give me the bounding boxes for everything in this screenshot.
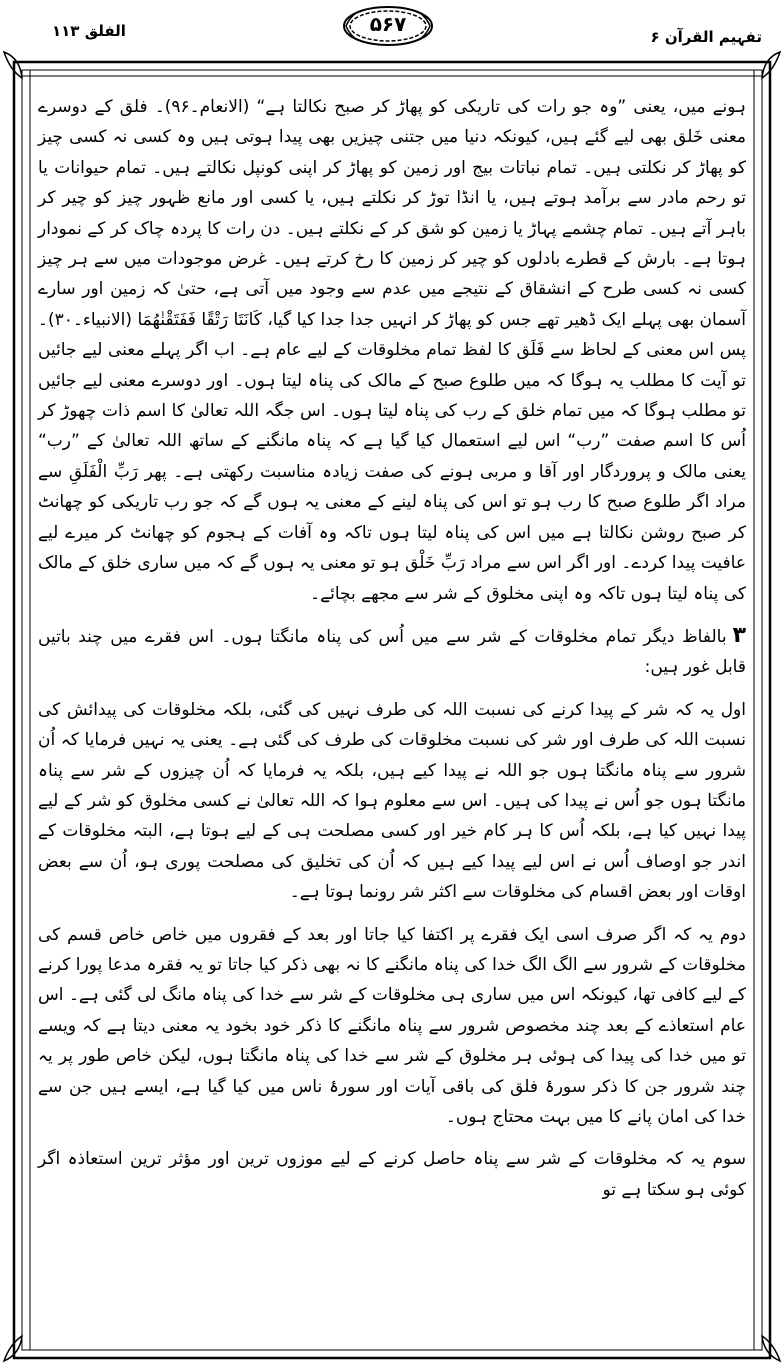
- paragraph: اول یہ کہ شر کے پیدا کرنے کی نسبت اللہ کی طرف نہیں کی گئی، بلکہ مخلوقات کی پیدائش کی نسبت اللہ کی طرف اور شر کی نسبت مخلوقات کی طرف کی گئی ہے۔ یعنی یہ نہیں فرمایا کہ اُن شرور سے پناہ مانگتا ہوں جو اللہ نے پیدا کیے ہیں، بلکہ یہ فرمایا کہ اُن چیزوں کے شر سے پناہ مانگتا ہوں جو اُس نے پیدا کی ہیں۔ اس سے معلوم ہوا کہ اللہ تعالیٰ نے کسی مخلوق کو شر کے لیے پیدا نہیں کیا ہے، بلکہ اُس کا ہر کام خیر اور کسی مصلحت ہی کے لیے ہوتا ہے، البتہ مخلوقات کے اندر جو اوصاف اُس نے اس لیے پیدا کیے ہیں کہ اُن کی تخلیق کی مصلحت پوری ہو، اُن سے بعض اوقات اور بعض اقسام کی مخلوقات سے اکثر شر رونما ہوتا ہے۔: [38, 699, 746, 903]
- paragraph: دوم یہ کہ اگر صرف اسی ایک فقرے پر اکتفا کیا جاتا اور بعد کے فقروں میں خاص خاص قسم کی مخلوقات کے شرور سے الگ الگ خدا کی پناہ مانگنے کا نہ بھی ذکر کیا جاتا تو یہ فقرہ مدعا پورا کرنے کے لیے کافی تھا، کیونکہ اس میں ساری ہی مخلوقات کے شر سے خدا کی پناہ مانگ لی گئی ہے۔ اس عام استعاذے کے بعد چند مخصوص شرور سے پناہ مانگنے کا ذکر خود بخود یہ معنی دیتا ہے کہ ویسے تو میں خدا کی پیدا کی ہوئی ہر مخلوق کے شر سے خدا کی پناہ مانگتا ہوں، لیکن خاص طور پر یہ چند شرور جن کا ذکر سورۂ فلق کی باقی آیات اور سورۂ ناس میں کیا گیا ہے، ایسے ہیں جن سے خدا کی امان پانے کا میں بہت محتاج ہوں۔: [38, 924, 746, 1127]
- paragraph-text: بالفاظ دیگر تمام مخلوقات کے شر سے میں اُس کی پناہ مانگتا ہوں۔ اس فقرے میں چند باتیں قابل غور ہیں:: [38, 626, 746, 678]
- page-number-badge: [340, 4, 436, 48]
- note-paragraph: [38, 621, 746, 683]
- book-title: تفہیم القرآن ۶: [650, 28, 762, 46]
- paragraph: ہونے میں، یعنی ”وہ جو رات کی تاریکی کو پھاڑ کر صبح نکالتا ہے“ (الانعام۔۹۶)۔ فلق کے دوسرے معنی خَلق بھی لیے گئے ہیں، کیونکہ دنیا میں جتنی چیزیں بھی پیدا ہوتی ہیں وہ کسی نہ کسی چیز کو پھاڑ کر نکلتی ہیں۔ تمام نباتات بیج اور زمین کو پھاڑ کر اپنی کونپل نکالتے ہیں۔ تمام حیوانات یا تو رحم مادر سے برآمد ہوتے ہیں، یا انڈا توڑ کر نکلتے ہیں، یا کسی اور مانع ظہور چیز کو چیر کر باہر آتے ہیں۔ تمام چشمے پہاڑ یا زمین کو شق کر کے نکلتے ہیں۔ دن رات کا پردہ چاک کر کے نمودار ہوتا ہے۔ بارش کے قطرے بادلوں کو چیر کر زمین کا رخ کرتے ہیں۔ غرض موجودات میں سے ہر چیز کسی نہ کسی طرح کے انشقاق کے نتیجے میں عدم سے وجود میں آتی ہے، حتیٰ کہ زمین اور سارے آسمان بھی پہلے ایک ڈھیر تھے جس کو پھاڑ کر انہیں جدا جدا کیا گیا، كَانَتَا رَتْقًا فَفَتَقْنٰهُمَا (الانبیاء۔۳۰)۔ پس اس معنی کے لحاظ سے فَلَق کا لفظ تمام مخلوقات کے لیے عام ہے۔ اب اگر پہلے معنی لیے جائیں تو آیت کا مطلب یہ ہوگا کہ میں طلوع صبح کے مالک کی پناہ لیتا ہوں۔ اور دوسرے معنی لیے جائیں تو مطلب ہوگا کہ میں تمام خلق کے رب کی پناہ لیتا ہوں۔ اس جگہ اللہ تعالیٰ کا اسم ذات چھوڑ کر اُس کا اسم صفت ”رب“ اس لیے استعمال کیا گیا ہے کہ پناہ مانگنے کے ساتھ اللہ تعالیٰ کے ”رب“ یعنی مالک و پروردگار اور آقا و مربی ہونے کی صفت زیادہ مناسبت رکھتی ہے۔ پھر رَبِّ الْفَلَقِ سے مراد اگر طلوع صبح کا رب ہو تو اس کی پناہ لینے کے معنی یہ ہوں گے کہ جو رب تاریکی کو چھانٹ کر صبح روشن نکالتا ہے میں اس کی پناہ لیتا ہوں تاکہ وہ آفات کے ہجوم کو چھانٹ کر میرے لیے عافیت پیدا کردے۔ اور اگر اس سے مراد رَبِّ خَلْق ہو تو معنی یہ ہوں گے کہ میں ساری خلق کے مالک کی پناہ لیتا ہوں تاکہ وہ اپنی مخلوق کے شر سے مجھے بچائے۔: [38, 97, 747, 604]
- note-number: ۳: [732, 622, 746, 648]
- commentary-body: [38, 92, 746, 1342]
- surah-reference: الفلق ۱۱۳: [52, 22, 126, 40]
- paragraph: سوم یہ کہ مخلوقات کے شر سے پناہ حاصل کرنے کے لیے موزوں ترین اور مؤثر ترین استعاذہ اگر کوئی ہو سکتا ہے تو: [38, 1149, 746, 1200]
- page-number: ۵۶۷: [369, 12, 407, 36]
